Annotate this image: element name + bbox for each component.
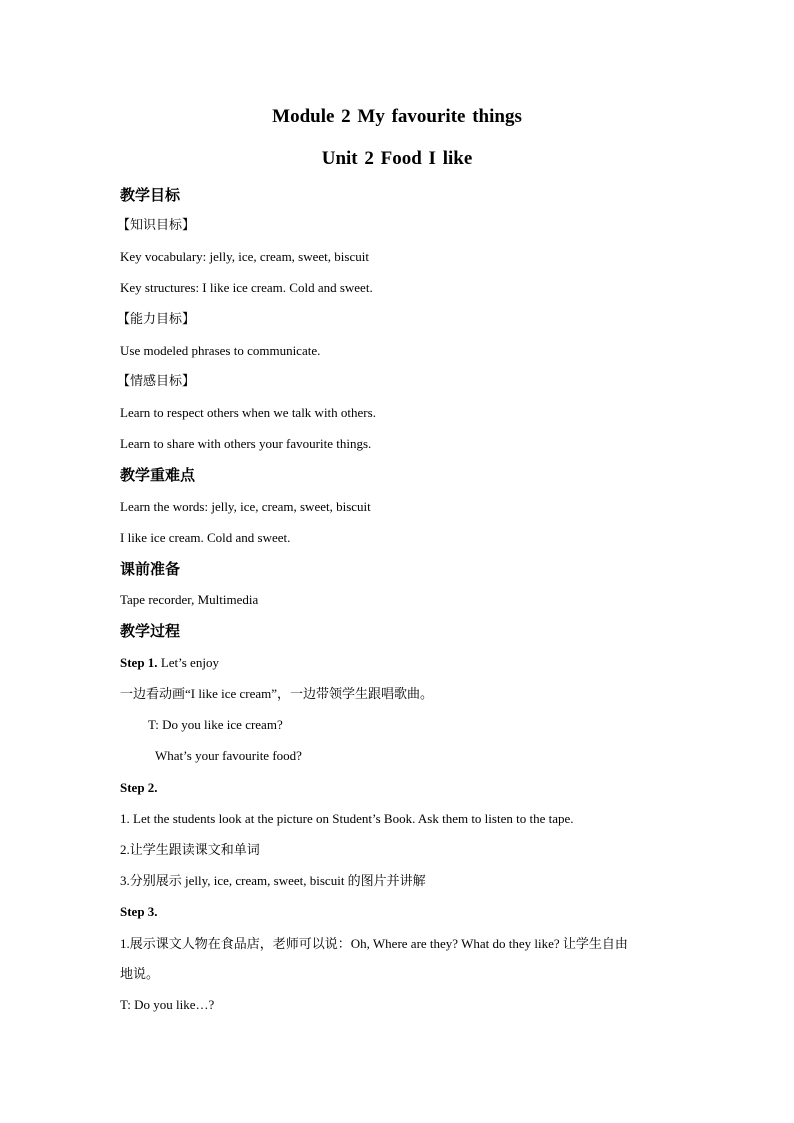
step-1-line	[120, 655, 219, 671]
step-1-dialogue-1: T: Do you like ice cream?	[148, 717, 283, 732]
step-3-item-1-continued: 地说。	[120, 966, 160, 981]
subheading-ability: 【能力目标】	[117, 312, 196, 327]
step-2-label: Step 2.	[120, 780, 158, 795]
step-1-title: Let’s enjoy	[157, 655, 219, 670]
document-subtitle: Unit 2 Food I like	[321, 148, 473, 169]
section-heading-keypoints: 教学重难点	[120, 466, 196, 484]
ability-text: Use modeled phrases to communicate.	[120, 343, 321, 358]
section-heading-objectives: 教学目标	[120, 186, 181, 204]
section-heading-process: 教学过程	[120, 622, 181, 640]
emotion-text-2: Learn to share with others your favourite things.	[120, 436, 372, 451]
key-structures-line: Key structures: I like ice cream. Cold and sweet.	[120, 280, 373, 295]
step-2-item-1: 1. Let the students look at the picture on Student’s Book. Ask them to listen to the tape.	[120, 811, 574, 826]
subheading-knowledge: 【知识目标】	[117, 218, 196, 233]
step-3-dialogue: T: Do you like…?	[120, 997, 215, 1012]
step-2-item-3: 3.分别展示 jelly, ice, cream, sweet, biscuit 的图片并讲解	[120, 873, 426, 888]
step-1-dialogue-2: What’s your favourite food?	[155, 748, 302, 763]
step-2-item-2: 2.让学生跟读课文和单词	[120, 842, 260, 857]
keypoints-text-1: Learn the words: jelly, ice, cream, sweet, biscuit	[120, 499, 371, 514]
key-vocabulary-line: Key vocabulary: jelly, ice, cream, sweet, biscuit	[120, 249, 369, 264]
keypoints-text-2: I like ice cream. Cold and sweet.	[120, 530, 291, 545]
subheading-emotion: 【情感目标】	[117, 374, 196, 389]
step-3-item-1: 1.展示课文人物在食品店，老师可以说：Oh, Where are they? What do they like? 让学生自由	[120, 936, 628, 951]
step-3-label: Step 3.	[120, 904, 158, 919]
step-1-instruction: 一边看动画“I like ice cream”，一边带领学生跟唱歌曲。	[120, 686, 434, 701]
preparation-text: Tape recorder, Multimedia	[120, 592, 259, 607]
document-title: Module 2 My favourite things	[272, 106, 522, 127]
section-heading-preparation: 课前准备	[120, 560, 181, 578]
step-1-label: Step 1.	[120, 655, 158, 670]
emotion-text-1: Learn to respect others when we talk with others.	[120, 405, 376, 420]
